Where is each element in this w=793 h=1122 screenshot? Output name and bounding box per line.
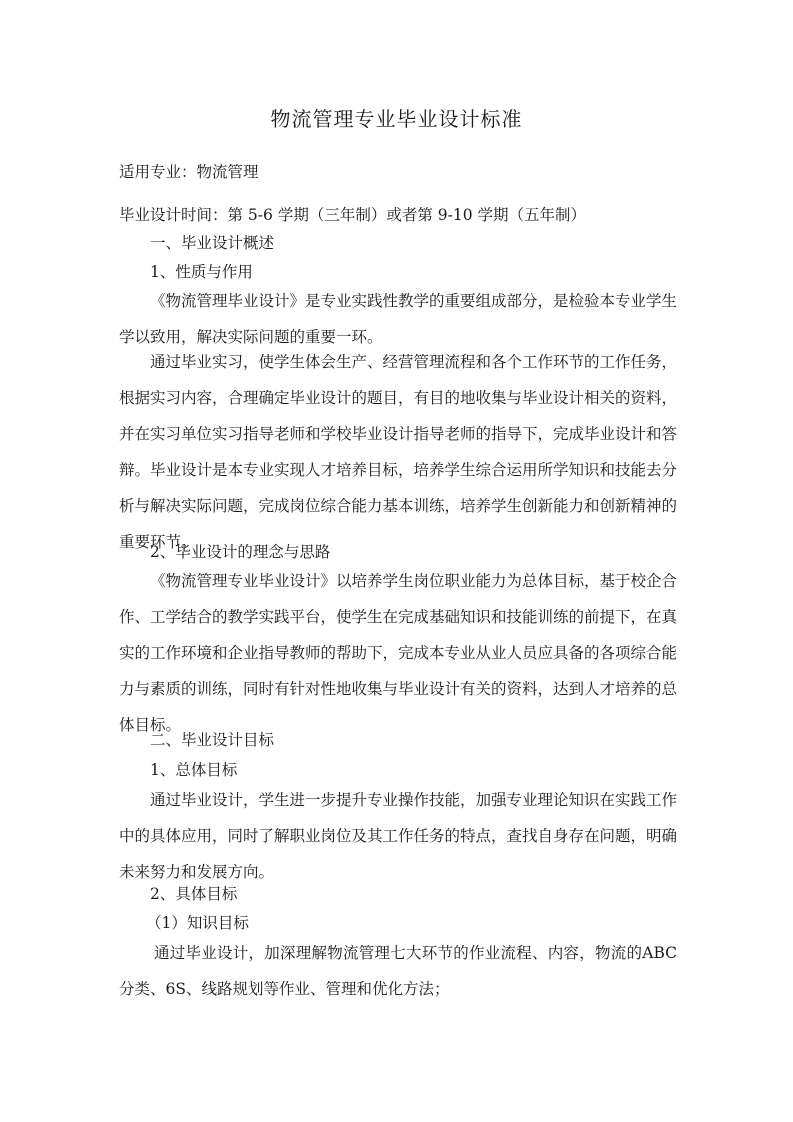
subsection-heading-knowledge: （1）知识目标 (146, 914, 249, 932)
subsection-heading-specific-goals: 2、具体目标 (150, 885, 238, 903)
paragraph-knowledge: 通过毕业设计，加深理解物流管理七大环节的作业流程、内容，物流的ABC 分类、6S、线路规划等作业、管理和优化方法； (119, 944, 677, 998)
section-heading-goals: 二、毕业设计目标 (150, 731, 275, 749)
applicable-major: 适用专业：物流管理 (119, 163, 259, 181)
design-time: 毕业设计时间：第 5-6 学期（三年制）或者第 9-10 学期（五年制） (119, 206, 586, 224)
paragraph-concept: 《物流管理专业毕业设计》以培养学生岗位职业能力为总体目标，基于校企合作、工学结合的教学实践平台，使学生在完成基础知识和技能训练的前提下，在真实的工作环境和企业指导教师的帮助下，完成本专业从业人员应具备的各项综合能力与素质的训练，同时有针对性地收集与毕业设计有关的资料，达到人才培养的总体目标。 (119, 572, 678, 734)
subsection-heading-concept: 2、毕业设计的理念与思路 (150, 543, 331, 561)
section-heading-overview: 一、毕业设计概述 (150, 234, 275, 252)
subsection-heading-nature: 1、性质与作用 (150, 263, 253, 281)
paragraph-internship: 通过毕业实习，使学生体会生产、经营管理流程和各个工作环节的工作任务，根据实习内容，合理确定毕业设计的题目，有目的地收集与毕业设计相关的资料，并在实习单位实习指导老师和学校毕业设计指导老师的指导下，完成毕业设计和答辩。毕业设计是本专业实现人才培养目标，培养学生综合运用所学知识和技能去分析与解决实际问题，完成岗位综合能力基本训练，培养学生创新能力和创新精神的重要环节。 (119, 353, 678, 551)
subsection-heading-overall-goal: 1、总体目标 (150, 761, 238, 779)
paragraph-overall-goal: 通过毕业设计，学生进一步提升专业操作技能，加强专业理论知识在实践工作中的具体应用，同时了解职业岗位及其工作任务的特点，查找自身存在问题，明确未来努力和发展方向。 (119, 791, 678, 881)
paragraph-nature: 《物流管理毕业设计》是专业实践性教学的重要组成部分，是检验本专业学生学以致用，解决实际问题的重要一环。 (119, 292, 678, 346)
document-title: 物流管理专业毕业设计标准 (270, 107, 523, 131)
